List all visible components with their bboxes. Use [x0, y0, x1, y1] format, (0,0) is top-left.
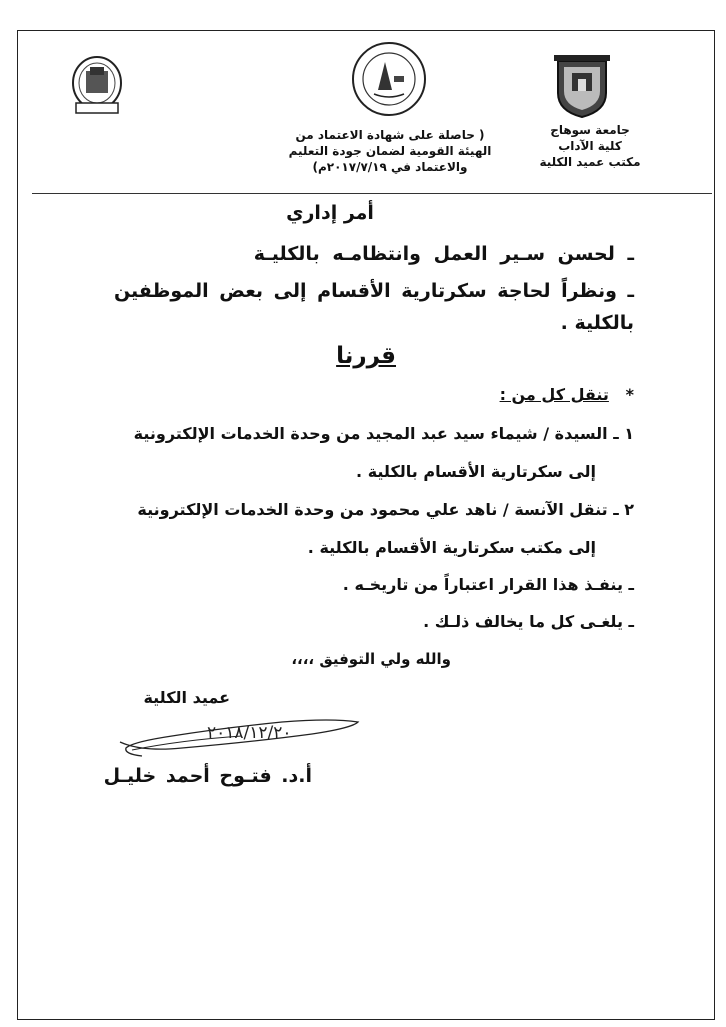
item-1-line-2: إلى سكرتارية الأقسام بالكلية . [356, 462, 596, 481]
accreditation-line-3: والاعتماد في ٢٠١٧/٧/١٩م) [312, 160, 468, 174]
handwritten-signature [112, 712, 362, 762]
accreditation-line-2: الهيئة القومية لضمان جودة التعليم [288, 144, 492, 158]
preamble-line-1: ـ لحسن سـير العمل وانتظامـه بالكليـة [253, 243, 634, 265]
header-divider [32, 193, 712, 194]
faculty-name: كلية الآداب [558, 139, 622, 153]
item-2-line-2: إلى مكتب سكرتارية الأقسام بالكلية . [307, 538, 596, 557]
accreditation-header [270, 127, 510, 175]
faculty-logo-icon [70, 55, 124, 119]
preamble-line-2: ـ ونظراً لحاجة سكرتارية الأقسام إلى بعض الموظفين [113, 280, 634, 302]
university-logo-icon [552, 53, 612, 119]
bullet-star: * [625, 385, 634, 404]
document-title: أمر إداري [286, 202, 374, 224]
decision-heading: قررنا [336, 343, 396, 369]
transfer-intro-text: تنقل كل من : [499, 385, 609, 404]
dean-label: عميد الكلية [143, 688, 230, 707]
transfer-intro [500, 385, 634, 404]
office-name: مكتب عميد الكلية [539, 155, 641, 169]
university-header [520, 122, 660, 170]
closing-phrase: والله ولي التوفيق ،،،، [291, 650, 451, 668]
accreditation-line-1: ( حاصلة على شهادة الاعتماد من [295, 128, 485, 142]
effective-clause: ـ ينفـذ هذا القرار اعتباراً من تاريخـه . [342, 575, 634, 594]
university-name: جامعة سوهاج [550, 123, 630, 137]
dean-name: أ.د. فتـوح أحمد خليـل [103, 765, 312, 787]
preamble-line-3: بالكلية . [560, 312, 634, 334]
cancel-clause: ـ يلغـى كل ما يخالف ذلـك . [423, 612, 634, 631]
item-1-line-1: ١ ـ السيدة / شيماء سيد عبد المجيد من وحدة الخدمات الإلكترونية [133, 424, 634, 443]
item-2-line-1: ٢ ـ تنقل الآنسة / ناهد علي محمود من وحدة الخدمات الإلكترونية [137, 500, 634, 519]
signature-date: ٢٠١٨/١٢/٢٠ [207, 723, 292, 743]
page-border [17, 30, 715, 1020]
naqaae-seal-icon [350, 40, 428, 118]
